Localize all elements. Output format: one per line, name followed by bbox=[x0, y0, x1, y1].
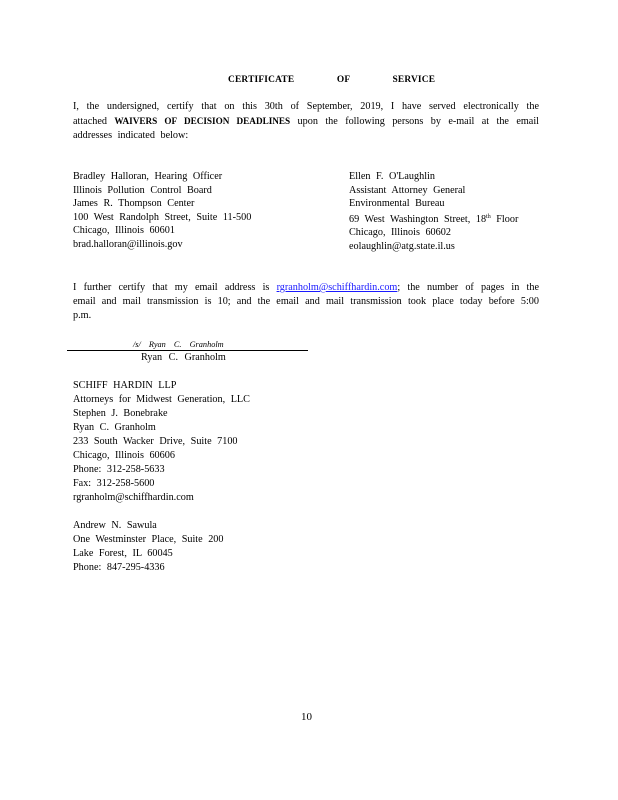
counsel-line: Lake Forest, IL 60045 bbox=[73, 548, 173, 559]
floor-text: Floor bbox=[490, 213, 519, 225]
address-line: Illinois Pollution Control Board bbox=[73, 184, 212, 196]
firm-block bbox=[73, 379, 250, 505]
address-line: 100 West Randolph Street, Suite 11-500 bbox=[73, 211, 252, 223]
firm-line: Chicago, Illinois 60606 bbox=[73, 450, 175, 461]
second-counsel-block bbox=[73, 519, 223, 575]
certification-text-end: ; the number of pages in the email and mail transmission is 10; and the email and mail transmission took place today before 5:00 p.m. bbox=[73, 282, 539, 321]
electronic-signature: /s/ Ryan C. Granholm bbox=[133, 340, 224, 349]
firm-phone: Phone: 312-258-5633 bbox=[73, 464, 165, 475]
address-line: Bradley Halloran, Hearing Officer bbox=[73, 171, 223, 182]
email-link[interactable]: rgranholm@schiffhardin.com bbox=[276, 282, 398, 293]
recipient-halloran bbox=[73, 170, 251, 252]
service-paragraph bbox=[73, 100, 539, 143]
firm-name: SCHIFF HARDIN LLP bbox=[73, 380, 177, 391]
counsel-line: One Westminster Place, Suite 200 bbox=[73, 534, 224, 545]
page-number: 10 bbox=[301, 711, 312, 723]
recipient-olaughlin bbox=[349, 170, 518, 254]
service-text-end: upon the following persons by e-mail at the email addresses indicated below: bbox=[73, 116, 539, 141]
certification-text-start: I further certify that my email address is bbox=[73, 282, 277, 293]
document-served-title: WAIVERS OF DECISION DEADLINES bbox=[114, 116, 291, 126]
address-line bbox=[349, 211, 518, 227]
address-line: James R. Thompson Center bbox=[73, 198, 195, 210]
firm-fax: Fax: 312-258-5600 bbox=[73, 478, 155, 489]
ordinal-suffix: th bbox=[486, 213, 491, 220]
recipient-email: brad.halloran@illinois.gov bbox=[73, 238, 183, 250]
firm-line: 233 South Wacker Drive, Suite 7100 bbox=[73, 436, 238, 447]
address-line: Chicago, Illinois 60601 bbox=[73, 225, 175, 237]
service-text-start: I, the undersigned, certify that on this 30th of September, 2019, I have served electronically the attached bbox=[73, 101, 539, 127]
address-line: Ellen F. O'Laughlin bbox=[349, 171, 435, 182]
address-line: Environmental Bureau bbox=[349, 198, 445, 210]
address-line: Assistant Attorney General bbox=[349, 184, 466, 196]
counsel-line: Andrew N. Sawula bbox=[73, 520, 157, 531]
recipient-email: eolaughlin@atg.state.il.us bbox=[349, 240, 455, 252]
firm-email: rgranholm@schiffhardin.com bbox=[73, 492, 194, 503]
street-text: 69 West Washington Street, 18 bbox=[349, 213, 487, 225]
document-title: CERTIFICATE OF SERVICE bbox=[228, 75, 436, 85]
address-line: Chicago, Illinois 60602 bbox=[349, 227, 451, 239]
firm-line: Ryan C. Granholm bbox=[73, 422, 156, 433]
counsel-phone: Phone: 847-295-4336 bbox=[73, 562, 165, 573]
firm-line: Stephen J. Bonebrake bbox=[73, 408, 168, 419]
certification-paragraph bbox=[73, 281, 539, 323]
signer-name: Ryan C. Granholm bbox=[141, 352, 226, 363]
firm-line: Attorneys for Midwest Generation, LLC bbox=[73, 394, 250, 405]
